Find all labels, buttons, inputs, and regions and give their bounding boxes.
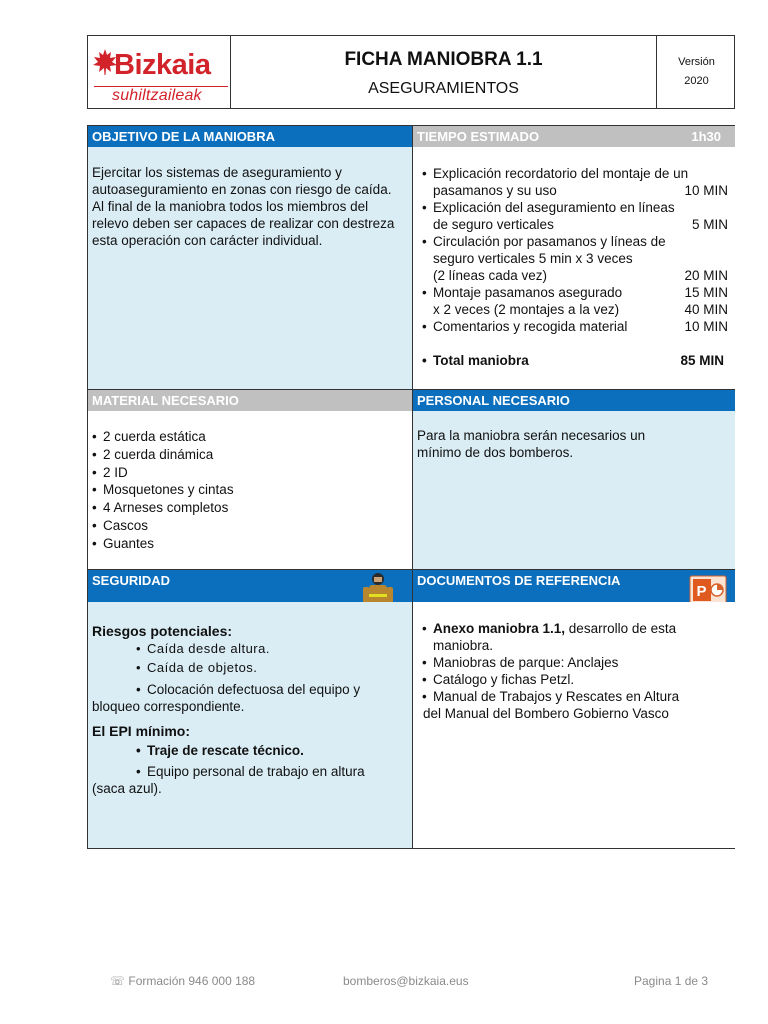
seguridad-content	[92, 623, 404, 797]
material-body	[88, 411, 412, 569]
tiempo-item-3-minutes: 20 MIN	[684, 268, 728, 283]
documento-item-4-line1: • Manual de Trabajos y Rescates en Altura	[433, 689, 680, 704]
tiempo-item-3-line3: (2 líneas cada vez)	[433, 268, 548, 283]
documentos-list	[422, 620, 728, 722]
tiempo-item-4-line1: Montaje pasamanos asegurado	[433, 285, 623, 300]
epi-item-1: • Traje de rescate técnico.	[136, 742, 404, 759]
tiempo-item-4-row1	[433, 284, 728, 301]
tiempo-item-1-line1: • Explicación recordatorio del montaje de un	[433, 166, 689, 181]
material-heading: MATERIAL NECESARIO	[88, 390, 412, 411]
tiempo-heading	[412, 126, 735, 147]
personal-body	[412, 411, 735, 569]
material-item: • Cascos	[92, 517, 402, 535]
material-item: • 2 cuerda estática	[92, 428, 402, 446]
version-block	[658, 36, 735, 108]
maneuver-table	[87, 125, 735, 849]
tiempo-item-1-row2	[433, 182, 728, 199]
seguridad-heading-label: SEGURIDAD	[92, 573, 171, 588]
objetivo-paragraph-2: Al final de la maniobra todos los miembros del relevo deben ser capaces de realizar con destreza esta operación con carácter individual.	[92, 199, 395, 248]
tiempo-total-time: 1h30	[691, 129, 721, 144]
tiempo-item-4-minutes1: 15 MIN	[684, 285, 728, 300]
phone-icon: ☏	[110, 974, 126, 988]
objetivo-paragraph-1: Ejercitar los sistemas de aseguramiento y autoaseguramiento en zonas con riesgo de caída.	[92, 165, 392, 197]
tiempo-item-2-row2	[433, 216, 728, 233]
footer-page-number: Pagina 1 de 3	[634, 974, 709, 988]
tiempo-item-4	[422, 284, 728, 318]
objetivo-text	[92, 164, 402, 249]
material-item: • Mosquetones y cintas	[92, 481, 402, 499]
riesgos-title: Riesgos potenciales:	[92, 623, 233, 639]
material-item: • 2 cuerda dinámica	[92, 446, 402, 464]
riesgo-item: • Caída de objetos.	[136, 659, 404, 676]
logo-subtext: suhiltzaileak	[112, 87, 202, 104]
seguridad-body	[88, 602, 412, 848]
tiempo-item-3-row3	[433, 267, 728, 284]
documento-item-1	[422, 620, 728, 654]
tiempo-item-1-line2: pasamanos y su uso	[433, 183, 557, 198]
documento-item-1-line2: maniobra.	[433, 638, 494, 653]
tiempo-total-label: Total maniobra	[433, 353, 529, 368]
tiempo-item-2-minutes: 5 MIN	[691, 217, 728, 232]
tiempo-item-4-line2: x 2 veces (2 montajes a la vez)	[433, 302, 620, 317]
footer-phone	[110, 974, 255, 988]
documentos-body	[412, 602, 735, 848]
documentos-heading-label: DOCUMENTOS DE REFERENCIA	[417, 573, 621, 588]
documento-item-3: • Catálogo y fichas Petzl.	[422, 671, 728, 688]
epi-item-2-line1: • Equipo personal de trabajo en altura	[136, 763, 404, 780]
documento-item-4	[422, 688, 728, 705]
tiempo-item-5	[422, 318, 728, 335]
tiempo-item-5-line1: Comentarios y recogida material	[433, 319, 628, 334]
tiempo-total-row	[433, 352, 728, 369]
tiempo-item-3-line1: • Circulación por pasamanos y líneas de	[433, 234, 666, 249]
objetivo-body	[88, 147, 412, 389]
documento-item-1-rest: desarrollo de esta	[565, 621, 677, 636]
personal-heading: PERSONAL NECESARIO	[412, 390, 735, 411]
documento-item-1-bold: Anexo maniobra 1.1,	[433, 621, 566, 636]
tiempo-total-minutes: 85 MIN	[680, 353, 724, 368]
epi-title: El EPI mínimo:	[92, 723, 191, 739]
tiempo-total	[422, 352, 728, 369]
logo-text: Bizkaia	[114, 49, 211, 81]
tiempo-item-2	[422, 199, 728, 233]
documento-item-2: • Maniobras de parque: Anclajes	[422, 654, 728, 671]
riesgo-item-3	[136, 681, 404, 698]
tiempo-heading-label: TIEMPO ESTIMADO	[417, 129, 540, 144]
tiempo-item-4-minutes2: 40 MIN	[684, 302, 728, 317]
tiempo-body	[412, 147, 735, 389]
column-divider	[412, 126, 413, 848]
version-year: 2020	[684, 75, 709, 87]
tiempo-item-1	[422, 165, 728, 199]
tiempo-item-3-line2: seguro verticales 5 min x 3 veces	[433, 251, 633, 266]
tiempo-item-3	[422, 233, 728, 284]
epi-list	[92, 742, 404, 780]
page-title: FICHA MANIOBRA 1.1	[344, 49, 543, 70]
documentos-heading	[412, 570, 735, 602]
tiempo-item-4-row2	[433, 301, 728, 318]
epi-item-2-line2: (saca azul).	[92, 781, 162, 796]
title-block	[231, 36, 657, 108]
logo	[88, 36, 231, 108]
riesgo-item-3-line1: Colocación defectuosa del equipo y	[147, 682, 361, 697]
tiempo-item-2-line2: de seguro verticales	[433, 217, 554, 232]
document-header	[87, 35, 735, 109]
version-label: Versión	[678, 56, 715, 68]
footer-email[interactable]: bomberos@bizkaia.eus	[343, 974, 469, 988]
page-subtitle: ASEGURAMIENTOS	[368, 80, 519, 97]
material-item: • Guantes	[92, 535, 402, 553]
tiempo-item-5-minutes: 10 MIN	[684, 319, 728, 334]
tiempo-list	[422, 165, 728, 369]
riesgo-item-3-line2: bloqueo correspondiente.	[92, 699, 245, 714]
documento-item-4-line2: del Manual del Bombero Gobierno Vasco	[423, 706, 669, 721]
objetivo-heading: OBJETIVO DE LA MANIOBRA	[88, 126, 412, 147]
riesgo-item: • Caída desde altura.	[136, 640, 404, 657]
material-item: • 4 Arneses completos	[92, 499, 402, 517]
tiempo-item-1-minutes: 10 MIN	[684, 183, 728, 198]
footer-phone-text: Formación 946 000 188	[128, 974, 256, 988]
powerpoint-icon	[689, 574, 727, 602]
riesgos-list	[92, 640, 404, 698]
tiempo-item-2-line1: • Explicación del aseguramiento en líneas	[433, 200, 675, 215]
material-list	[92, 428, 402, 553]
personal-text: Para la maniobra serán necesarios un mínimo de dos bomberos.	[417, 428, 646, 460]
svg-text:P: P	[696, 583, 707, 600]
tiempo-item-5-row1	[433, 318, 728, 335]
material-item: • 2 ID	[92, 464, 402, 482]
